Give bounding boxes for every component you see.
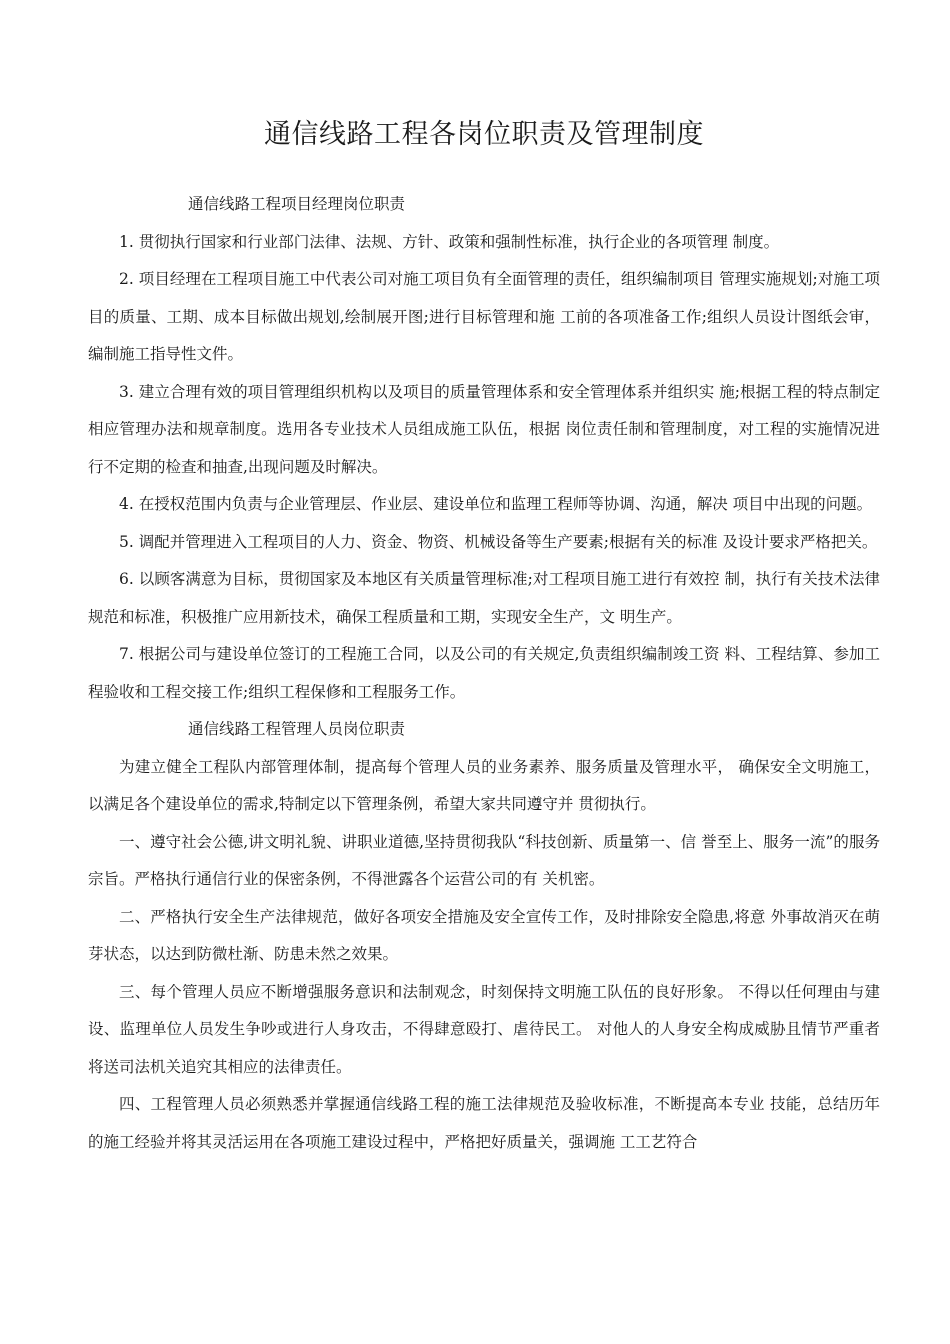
document-body (88, 186, 880, 1161)
duty-item-5: 5. 调配并管理进入工程项目的人力、资金、物资、机械设备等生产要素;根据有关的标准 及设计要求严格把关。 (119, 532, 878, 551)
rule-item-4: 四、工程管理人员必须熟悉并掌握通信线路工程的施工法律规范及验收标准，不断提高本专业 技能，总结历年的施工经验并将其灵活运用在各项施工建设过程中，严格把好质量关，强调施 工工艺符合 (88, 1095, 880, 1151)
duty-item-2: 2. 项目经理在工程项目施工中代表公司对施工项目负有全面管理的责任，组织编制项目 管理实施规划;对施工项目的质量、工期、成本目标做出规划,绘制展开图;进行目标管理和施 工前的各项准备工作;组织人员设计图纸会审，编制施工指导性文件。 (88, 270, 880, 363)
intro-paragraph: 为建立健全工程队内部管理体制，提高每个管理人员的业务素养、服务质量及管理水平， 确保安全文明施工，以满足各个建设单位的需求,特制定以下管理条例，希望大家共同遵守并 贯彻执行。 (88, 757, 880, 813)
rule-item-1: 一、遵守社会公德,讲文明礼貌、讲职业道德,坚持贯彻我队“科技创新、质量第一、信 誉至上、服务一流”的服务宗旨。严格执行通信行业的保密条例，不得泄露各个运营公司的有 关机密。 (88, 832, 880, 888)
document-title: 通信线路工程各岗位职责及管理制度 (264, 119, 704, 150)
rule-item-3: 三、每个管理人员应不断增强服务意识和法制观念，时刻保持文明施工队伍的良好形象。 不得以任何理由与建设、监理单位人员发生争吵或进行人身攻击，不得肆意殴打、虐待民工。 对他人的人身安全构成威胁且情节严重者将送司法机关追究其相应的法律责任。 (88, 982, 880, 1076)
duty-item-3: 3. 建立合理有效的项目管理组织机构以及项目的质量管理体系和安全管理体系并组织实 施;根据工程的特点制定相应管理办法和规章制度。选用各专业技术人员组成施工队伍，根据 岗位责任制和管理制度，对工程的实施情况进行不定期的检查和抽查,出现问题及时解决。 (88, 382, 880, 476)
duty-item-6: 6. 以顾客满意为目标，贯彻国家及本地区有关质量管理标准;对工程项目施工进行有效控 制，执行有关技术法律规范和标准，积极推广应用新技术，确保工程质量和工期，实现安全生产，文 明生产。 (88, 570, 880, 626)
section-heading-project-manager: 通信线路工程项目经理岗位职责 (188, 195, 406, 213)
section-heading-management-staff: 通信线路工程管理人员岗位职责 (188, 720, 406, 738)
rule-item-2: 二、严格执行安全生产法律规范，做好各项安全措施及安全宣传工作，及时排除安全隐患,将意 外事故消灭在萌芽状态，以达到防微杜渐、防患未然之效果。 (88, 907, 880, 963)
duty-item-4: 4. 在授权范围内负责与企业管理层、作业层、建设单位和监理工程师等协调、沟通，解决 项目中出现的问题。 (119, 495, 873, 513)
duty-item-7: 7. 根据公司与建设单位签订的工程施工合同，以及公司的有关规定,负责组织编制竣工资 料、工程结算、参加工程验收和工程交接工作;组织工程保修和工程服务工作。 (88, 645, 880, 701)
duty-item-1: 1. 贯彻执行国家和行业部门法律、法规、方针、政策和强制性标准，执行企业的各项管理 制度。 (119, 232, 780, 251)
